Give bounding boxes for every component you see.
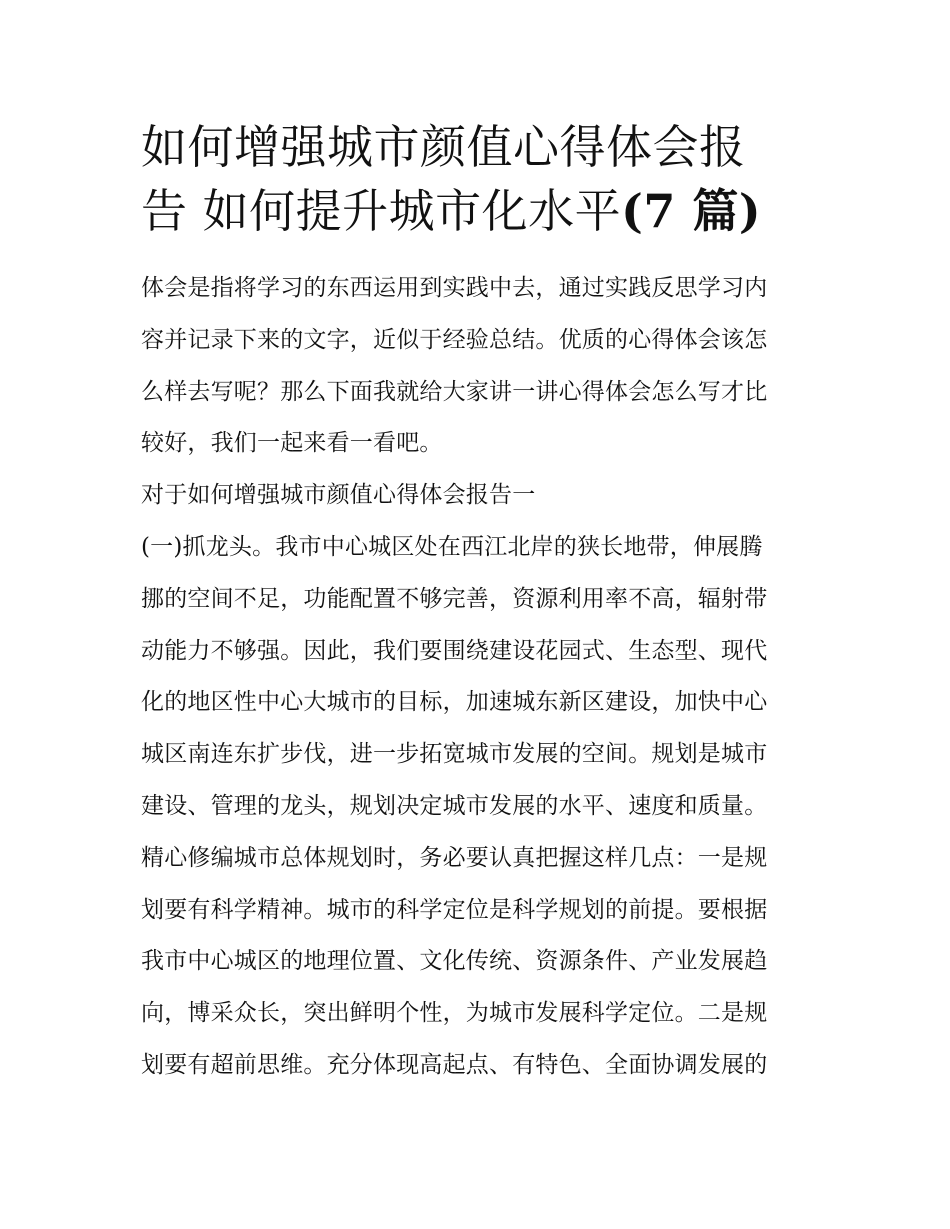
body-line: 挪的空间不足，功能配置不够完善，资源利用率不高，辐射带 bbox=[141, 585, 768, 612]
title-line: 如何增强城市颜值心得体会报 bbox=[141, 120, 746, 174]
document-body bbox=[141, 263, 813, 1092]
document-content bbox=[141, 115, 813, 1092]
body-line: 精心修编城市总体规划时，务必要认真把握这样几点：一是规 bbox=[141, 844, 768, 871]
body-line: 么样去写呢？那么下面我就给大家讲一讲心得体会怎么写才比 bbox=[141, 378, 768, 405]
body-line: 我市中心城区的地理位置、文化传统、资源条件、产业发展趋 bbox=[141, 948, 768, 975]
body-line: (一)抓龙头。我市中心城区处在西江北岸的狭长地带，伸展腾 bbox=[141, 533, 763, 560]
title-article-count: (7 篇) bbox=[621, 184, 762, 238]
title-line-text: 告 如何提升城市化水平 bbox=[141, 184, 622, 238]
body-line: 划要有超前思维。充分体现高起点、有特色、全面协调发展的 bbox=[141, 1051, 768, 1078]
body-line: 建设、管理的龙头，规划决定城市发展的水平、速度和质量。 bbox=[141, 792, 768, 819]
body-line: 动能力不够强。因此，我们要围绕建设花园式、生态型、现代 bbox=[141, 637, 768, 664]
body-line: 划要有科学精神。城市的科学定位是科学规划的前提。要根据 bbox=[141, 896, 768, 923]
body-line: 向，博采众长，突出鲜明个性，为城市发展科学定位。二是规 bbox=[141, 1000, 768, 1027]
body-line: 容并记录下来的文字，近似于经验总结。优质的心得体会该怎 bbox=[141, 326, 768, 353]
body-line: 较好，我们一起来看一看吧。 bbox=[141, 430, 443, 457]
section-heading: 对于如何增强城市颜值心得体会报告一 bbox=[141, 482, 536, 509]
body-line: 化的地区性中心大城市的目标，加速城东新区建设，加快中心 bbox=[141, 689, 768, 716]
title-line bbox=[141, 179, 813, 243]
body-line: 城区南连东扩步伐，进一步拓宽城市发展的空间。规划是城市 bbox=[141, 741, 768, 768]
document-title bbox=[141, 115, 813, 243]
body-line: 体会是指将学习的东西运用到实践中去，通过实践反思学习内 bbox=[141, 275, 768, 301]
